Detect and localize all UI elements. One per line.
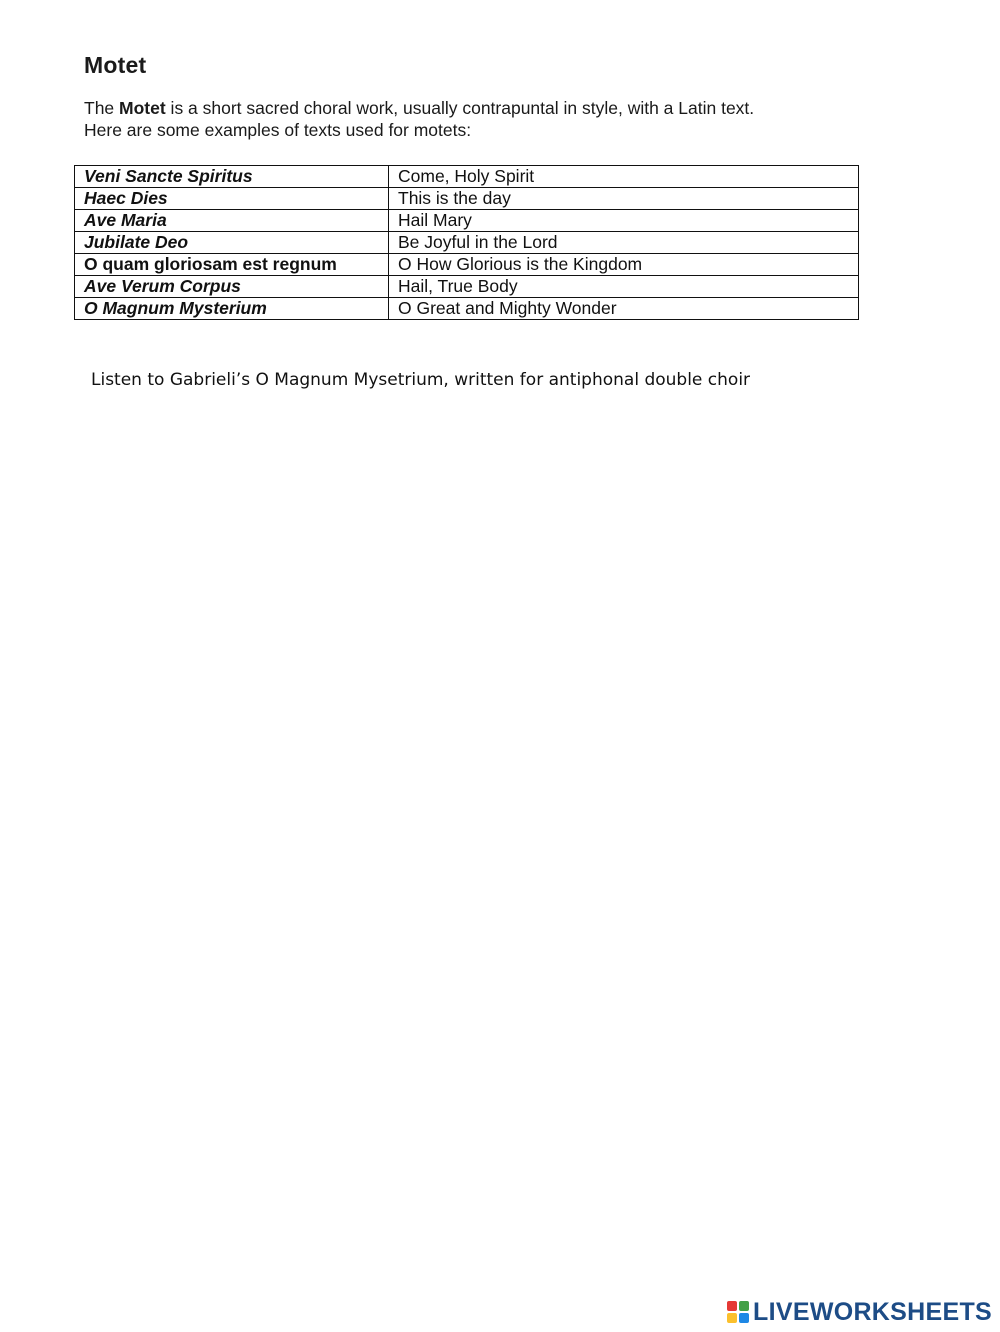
logo-square — [739, 1301, 749, 1311]
table-row — [75, 166, 859, 188]
liveworksheets-logo-icon — [727, 1301, 749, 1323]
motet-texts-table — [74, 165, 859, 320]
latin-title-cell: Ave Verum Corpus — [75, 276, 389, 298]
logo-square — [727, 1301, 737, 1311]
table-row — [75, 232, 859, 254]
intro-paragraph — [84, 97, 884, 141]
latin-title-cell: Jubilate Deo — [75, 232, 389, 254]
table-row — [75, 276, 859, 298]
latin-title-cell: Haec Dies — [75, 188, 389, 210]
english-translation-cell: Hail, True Body — [389, 276, 859, 298]
english-translation-cell: Come, Holy Spirit — [389, 166, 859, 188]
listen-instruction: Listen to Gabrieli’s O Magnum Mysetrium, written for antiphonal double choir — [91, 370, 751, 390]
english-translation-cell: Hail Mary — [389, 210, 859, 232]
table-row — [75, 210, 859, 232]
page-title: Motet — [84, 52, 147, 78]
table-row — [75, 188, 859, 210]
latin-title-cell: Ave Maria — [75, 210, 389, 232]
logo-square — [739, 1313, 749, 1323]
intro-line-2: Here are some examples of texts used for motets: — [84, 120, 472, 140]
brand-name: LIVEWORKSHEETS — [753, 1297, 992, 1326]
logo-square — [727, 1313, 737, 1323]
english-translation-cell: Be Joyful in the Lord — [389, 232, 859, 254]
table-row — [75, 254, 859, 276]
table-row — [75, 298, 859, 320]
latin-title-cell: O quam gloriosam est regnum — [75, 254, 389, 276]
intro-bold-word: Motet — [119, 98, 166, 118]
intro-line-1: The Motet is a short sacred choral work, usually contrapuntal in style, with a Latin text. — [84, 98, 755, 118]
latin-title-cell: Veni Sancte Spiritus — [75, 166, 389, 188]
english-translation-cell: O Great and Mighty Wonder — [389, 298, 859, 320]
liveworksheets-brand — [727, 1298, 992, 1326]
english-translation-cell: O How Glorious is the Kingdom — [389, 254, 859, 276]
english-translation-cell: This is the day — [389, 188, 859, 210]
latin-title-cell: O Magnum Mysterium — [75, 298, 389, 320]
